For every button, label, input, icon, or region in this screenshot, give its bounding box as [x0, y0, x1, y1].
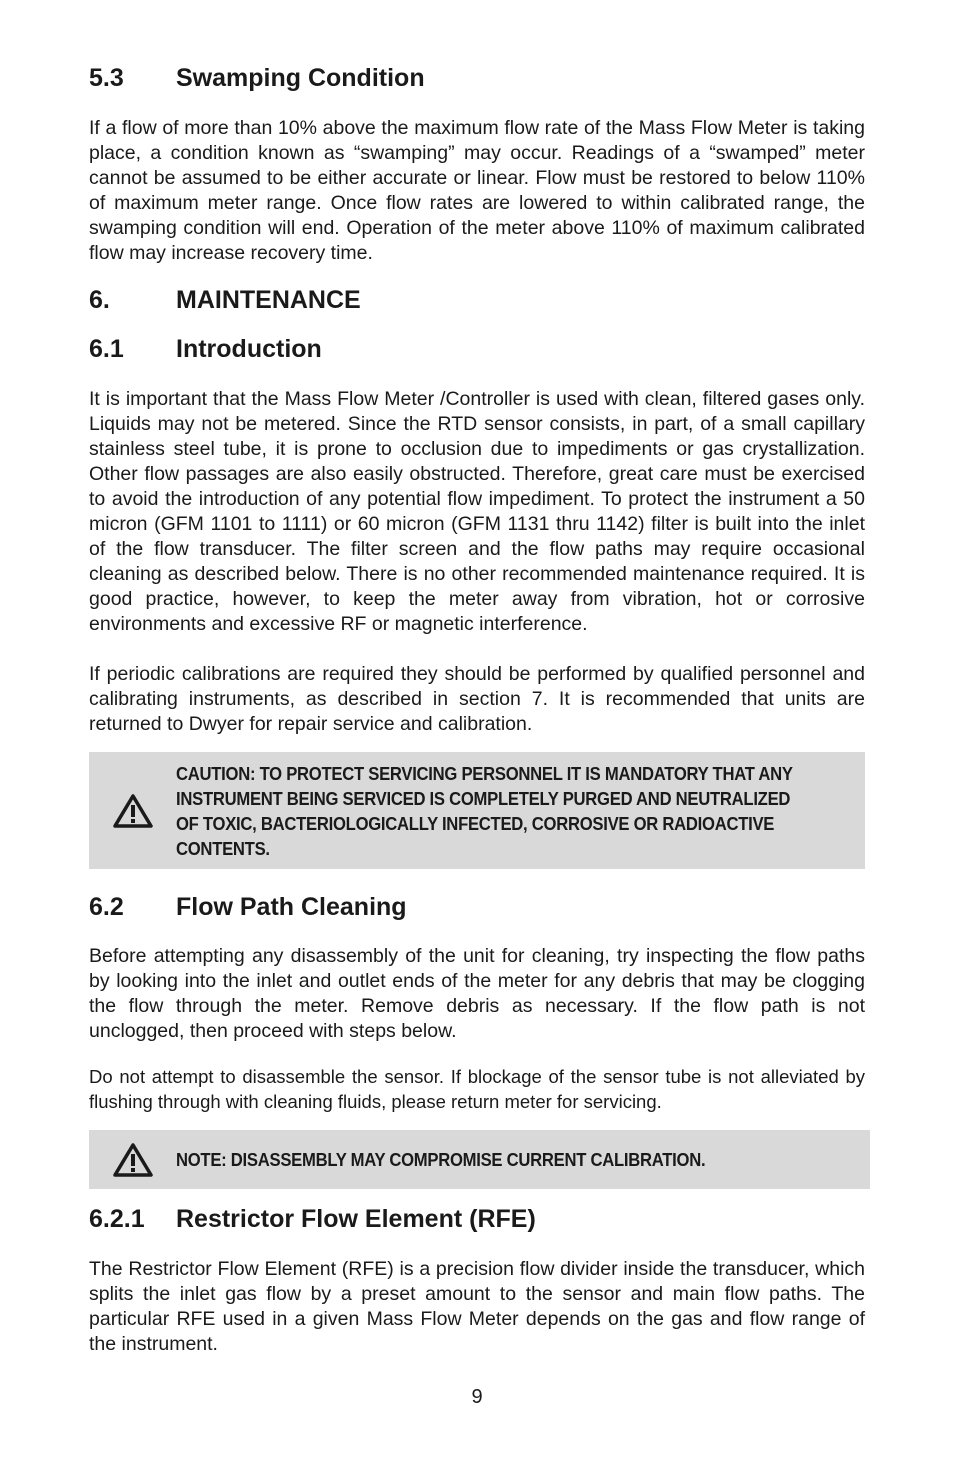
section-number: 6.2	[89, 893, 124, 921]
page-number: 9	[471, 1386, 483, 1408]
section-heading-5-3	[89, 62, 865, 94]
rfe-paragraph: The Restrictor Flow Element (RFE) is a precision flow divider inside the transducer, which splits the inlet gas flow by a preset amount to the sensor and main flow paths. The particular RFE used in a given Mass Flow Meter depends on the gas and flow range of the instrument.	[89, 1258, 865, 1355]
section-title: Introduction	[176, 335, 322, 363]
caution-line: CONTENTS.	[176, 837, 270, 859]
section-number: 5.3	[89, 64, 124, 92]
section-number: 6.2.1	[89, 1205, 145, 1233]
section-number: 6.1	[89, 335, 124, 363]
caution-line: INSTRUMENT BEING SERVICED IS COMPLETELY PURGED AND NEUTRALIZED	[176, 787, 791, 809]
caution-text	[176, 761, 793, 861]
caution-line: CAUTION: TO PROTECT SERVICING PERSONNEL IT IS MANDATORY THAT ANY	[176, 762, 793, 784]
flow-path-paragraph-1: Before attempting any disassembly of the unit for cleaning, try inspecting the flow paths by looking into the inlet and outlet ends of the meter for any debris that may be clogging the flow through the meter. Remove debris as necessary. If the flow path is not unclogged, then proceed with steps below.	[89, 945, 865, 1042]
section-title: Flow Path Cleaning	[176, 893, 407, 921]
warning-triangle-icon	[89, 1142, 176, 1178]
warning-triangle-icon	[89, 793, 176, 829]
flow-path-paragraph-2: Do not attempt to disassemble the sensor. If blockage of the sensor tube is not alleviated by flushing through with cleaning fluids, please return meter for servicing.	[89, 1066, 865, 1112]
document-page	[89, 62, 865, 1357]
caution-line: OF TOXIC, BACTERIOLOGICALLY INFECTED, CORROSIVE OR RADIOACTIVE	[176, 812, 775, 834]
introduction-paragraph-2: If periodic calibrations are required they should be performed by qualified personnel and calibrating instruments, as described in section 7. It is recommended that units are returned to Dwyer for repair service and calibration.	[89, 663, 865, 735]
note-callout	[89, 1130, 870, 1189]
caution-callout	[89, 752, 865, 869]
section-heading-6-2	[89, 891, 865, 923]
section-title: Restrictor Flow Element (RFE)	[176, 1205, 536, 1233]
section-heading-6-1	[89, 333, 865, 365]
section-heading-6	[89, 284, 865, 316]
section-title: Swamping Condition	[176, 64, 425, 92]
section-heading-6-2-1	[89, 1203, 865, 1235]
section-title: MAINTENANCE	[176, 286, 361, 314]
swamping-paragraph: If a flow of more than 10% above the maximum flow rate of the Mass Flow Meter is taking place, a condition known as “swamping” may occur. Readings of a “swamped” meter cannot be assumed to be either accurate or linear. Flow must be restored to below 110% of maximum meter range. Once flow rates are lowered to within calibrated range, the swamping condition will end. Operation of the meter above 110% of maximum calibrated flow may increase recovery time.	[89, 117, 865, 264]
section-number: 6.	[89, 286, 110, 314]
note-text: NOTE: DISASSEMBLY MAY COMPROMISE CURRENT CALIBRATION.	[176, 1149, 706, 1170]
introduction-paragraph-1: It is important that the Mass Flow Meter /Controller is used with clean, filtered gases only. Liquids may not be metered. Since the RTD sensor consists, in part, of a small capillary stainless steel tube, it is prone to occlusion due to impediments or gas crystallization. Other flow passages are also easily obstructed. Therefore, great care must be exercised to avoid the introduction of any potential flow impediment. To protect the instrument a 50 micron (GFM 1101 to 1111) or 60 micron (GFM 1131 thru 1142) filter is built into the inlet of the flow transducer. The filter screen and the flow paths may require occasional cleaning as described below. There is no other recommended maintenance required. It is good practice, however, to keep the meter away from vibration, hot or corrosive environments and excessive RF or magnetic interference.	[89, 388, 865, 635]
